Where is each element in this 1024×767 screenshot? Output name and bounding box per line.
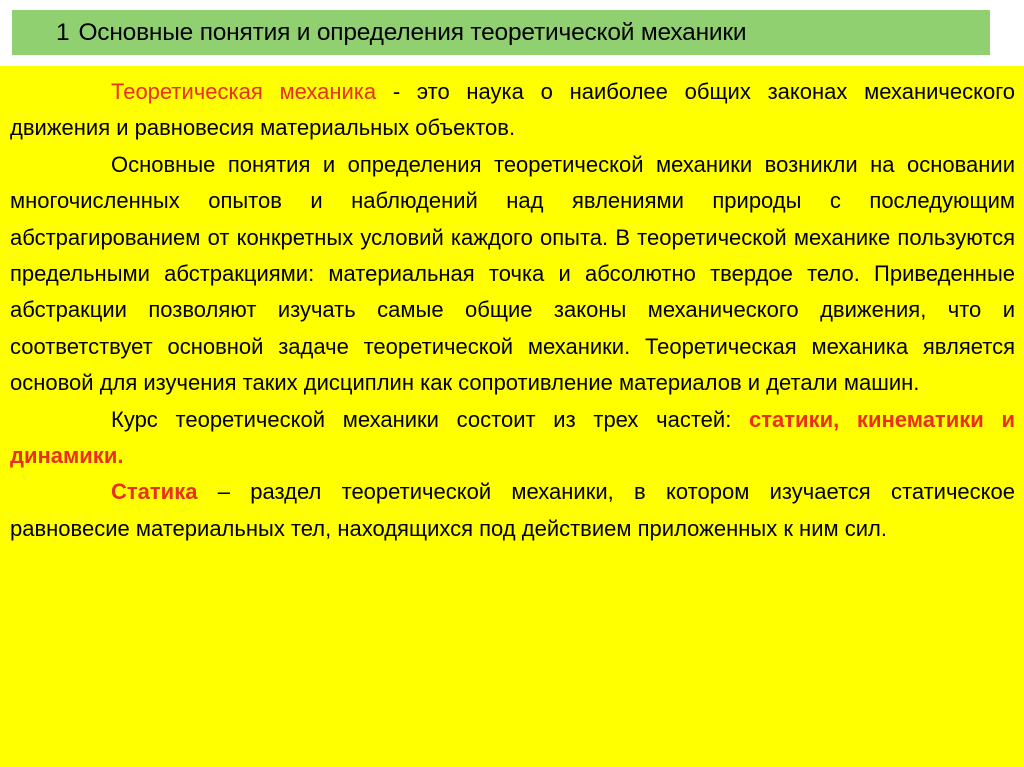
- paragraph-basic-concepts: [10, 147, 1015, 402]
- paragraph-basic-concepts-text: Основные понятия и определения теоретической механики возникли на основании многочисленных опытов и наблюдений над явлениями природы с последующим абстрагированием от конкретных условий каждого опыта. В теоретической механике пользуются предельными абстракциями: материальная точка и абсолютно твердое тело. Приведенные абстракции позволяют изучать самые общие законы механического движения, что и соответствует основной задаче теоретической механики. Теоретическая механика является основой для изучения таких дисциплин как сопротивление материалов и детали машин.: [10, 151, 1015, 396]
- paragraph-course-parts: [10, 402, 1015, 475]
- slide-number: 1: [56, 18, 70, 46]
- slide-title: Основные понятия и определения теоретической механики: [78, 18, 747, 46]
- term-statics: Статика: [111, 479, 198, 505]
- slide-title-bar: [12, 10, 990, 55]
- paragraph-definition: [10, 74, 1015, 147]
- paragraph-statics: [10, 474, 1015, 547]
- paragraph-definition-text: - это наука о наиболее общих законах механического движения и равновесия материальных объектов.: [10, 79, 1015, 141]
- slide-content: [0, 66, 1024, 767]
- paragraph-statics-text: – раздел теоретической механики, в котором изучается статическое равновесие материальных тел, находящихся под действием приложенных к ним сил.: [10, 479, 1015, 541]
- course-parts-highlight: статики, кинематики и динамики.: [10, 406, 1015, 469]
- paragraph-course-parts-text: Курс теоретической механики состоит из трех частей:: [111, 406, 750, 432]
- term-theoretical-mechanics: Теоретическая механика: [111, 79, 377, 104]
